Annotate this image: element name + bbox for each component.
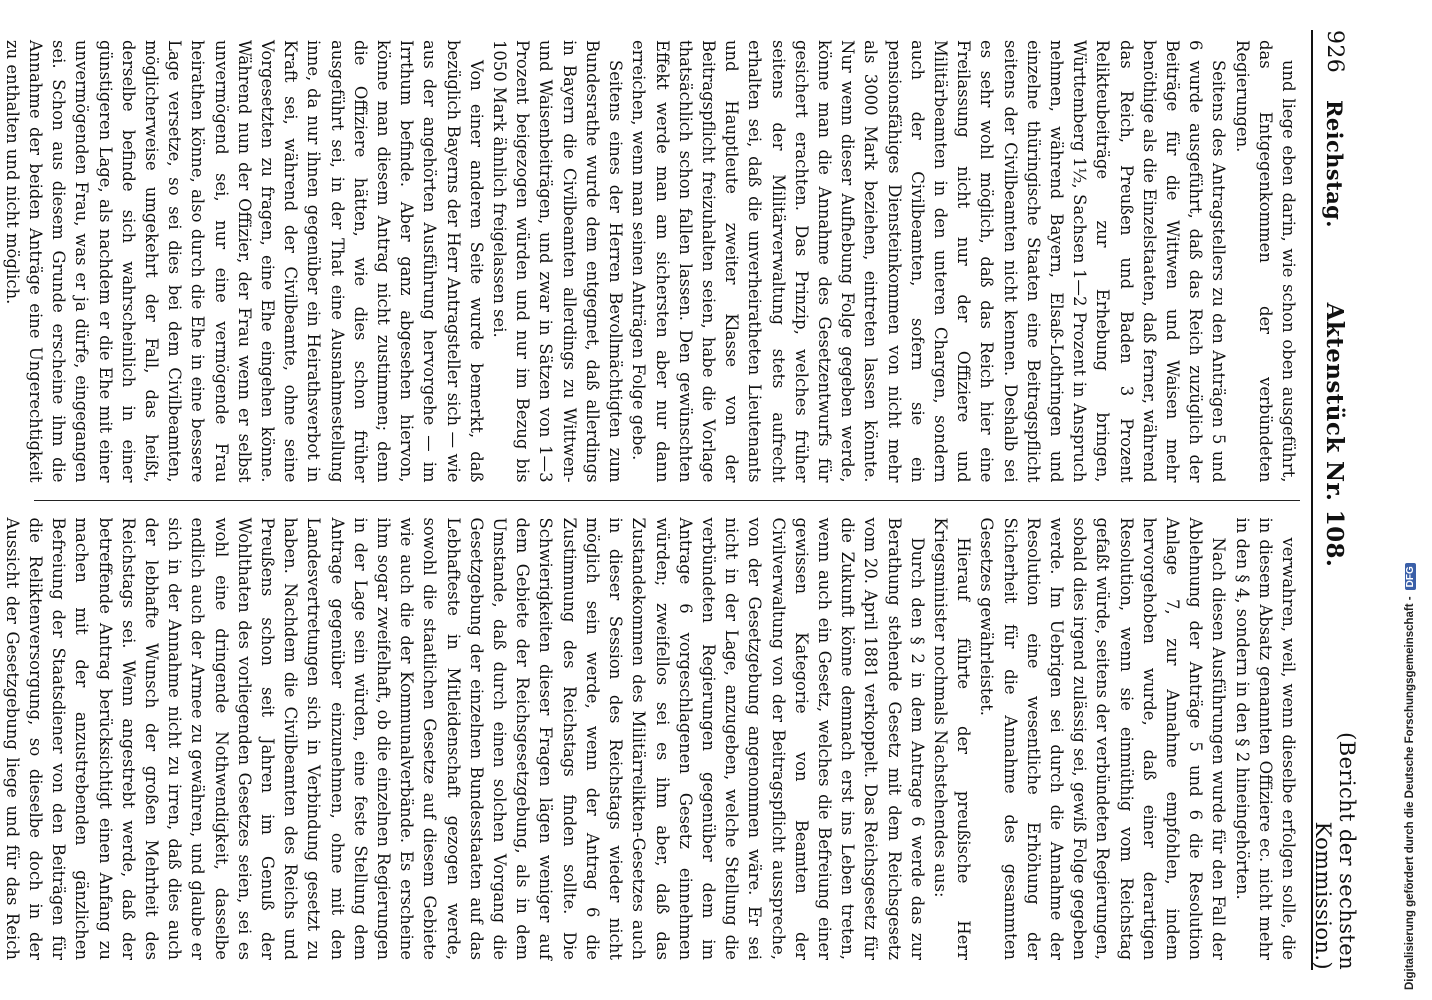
dfg-logo: DFG [1405,563,1416,590]
header-left-title: Reichstag. [1322,100,1348,228]
paragraph: Seitens eines der Herren Bevollmächtigten zum Bundesrathe wurde dem entgegnet, daß allerdings in Bayern die Civilbeamten allerdings zu Wittwen- und Waisenbeiträgen, und zwar in Sätzen von 1—3 Prozent beigezogen würden und nur im Bezug bis 1050 Mark ähnlich freigelassen sei. [490,40,626,483]
running-header [1311,30,1359,970]
header-rule [1311,30,1313,970]
paragraph: Nach diesen Ausführungen wurde für den Fall der Ablehnung der Anträge 5 und 6 die Resolution Anlage 7, zur Annahme empfohlen, indem hervorgehoben wurde, daß einer derartigen Resolution, wenn sie einmüthig vom Reichstag gefaßt würde, seitens der verbündeten Regierungen, sobald dies irgend zulässig sei, gewiß Folge gegeben werde. Im Uebrigen sei durch die Annahme der Resolution eine wesentliche Erhöhung der Sicherheit für die Annahme des gesammten Gesetzes gewährleistet. [977,517,1229,960]
digitization-credit-strip [1392,0,1432,1000]
page-number: 926 [1322,30,1348,74]
paragraph: verwahren, weil, wenn dieselbe erfolgen solle, die in diesem Absatz genannten Offiziere ec. nicht mehr in den § 4, sondern in den § 2 hineingehörten. [1232,517,1298,960]
credit-text: Digitalisierung gefördert durch die Deutsche Forschungsgemeinschaft - [1404,596,1416,990]
right-column [2,517,1300,961]
header-right-title: (Bericht der sechsten Kommission.) [1311,732,1359,970]
paragraph: Durch den § 2 in dem Antrage 6 werde das zur Berathung stehende Gesetz mit dem Reichsgesetz vom 20. April 1881 verkoppelt. Das Reichsgesetz für die Zukunft könne demnach erst ins Leben treten, wenn auch ein Gesetz, welches die Befreiung einer gewissen Kategorie von Beamten der Civilverwaltung von der Beitragspflicht ausspreche, von der Gesetzgebung angenommen wäre. Er sei nicht in der Lage, anzugeben, welche Stellung die verbündeten Regierungen gegenüber dem im Antrage 6 vorgeschlagenen Gesetz einnehmen würden; zweifellos sei es ihm aber, daß das Zustandekommen des Militärrelikten-Gesetzes auch in dieser Session des Reichstags wieder nicht möglich sein werde, wenn der Antrag 6 die Zustimmung des Reichstags finden sollte. Die Schwierigkeiten dieser Fragen lägen weniger auf dem Gebiete der Reichsgesetzgebung, als in dem Umstande, daß durch einen solchen Vorgang die Gesetzgebung der einzelnen Bundesstaaten auf das Lebhafteste in Mitleidenschaft gezogen werde, sowohl die staatlichen Gesetze auf diesem Gebiete wie auch die der Kommunalverbände. Es erscheine ihm sogar zweifelhaft, ob die einzelnen Regierungen in der Lage sein würden, eine feste Stellung dem Antrage gegenüber einzunehmen, ohne mit den Landesvertretungen sich in Verbindung gesetzt zu haben. Nachdem die Civilbeamten des Reichs und Preußens schon seit Jahren im Genuß der Wohlthaten des vorliegenden Gesetzes seien, sei es wohl eine dringende Nothwendigkeit, dasselbe endlich auch der Armee zu gewähren, und glaube er sich in der Annahme nicht zu irren, daß dies auch der lebhafte Wunsch der großen Mehrheit des Reichstags sei. Wenn angestrebt werde, daß der betreffende Antrag berücksichtigt einen Anfang zu machen mit der anzustrebenden gänzlichen Befreiung der Staatsdiener von den Beiträgen für die Reliktenversorgung, so dieselbe doch in der Aussicht der Gesetzgebung liege und für das Reich [2,517,927,960]
paragraph: Hierauf führte der preußische Herr Kriegsminister nochmals Nachstehendes aus: [930,517,974,960]
left-column [2,40,1300,483]
document-number: Aktenstück Nr. 108. [1321,302,1349,568]
paragraph [0,40,1,483]
paragraph: und liege eben darin, wie schon oben ausgeführt, das Entgegenkommen der verbündeten Regierungen. [1232,40,1298,483]
digitization-credit [1404,10,1416,990]
paragraph: Seitens des Antragstellers zu den Anträgen 5 und 6 wurde ausgeführt, daß das Reich zuzüglich der Beiträge für die Wittwen und Waisen mehr benöthige als die Einzelstaaten, daß ferner, während das Reich, Preußen und Baden 3 Prozent Relikteubeiträge zur Erhebung bringen, Württemberg 1½, Sachsen 1—2 Prozent in Anspruch nehmen, während Bayern, Elsaß-Lothringen und einzelne thüringische Staaten eine Beitragspflicht seitens der Civilbeamten nicht kennen. Deshalb sei es sehr wohl möglich, daß das Reich hier eine Freilassung nicht nur der Offiziere und Militärbeamten in den unteren Chargen, sondern auch der Civilbeamten, sofern sie ein pensionsfähiges Diensteinkommen von nicht mehr als 3000 Mark beziehen, eintreten lassen könnte. Nur wenn dieser Aufhebung Folge gegeben werde, könne man die Annahme des Gesetzentwurfs für gesichert erachten. Das Prinzip, welches früher seitens der Militärverwaltung stets aufrecht erhalten sei, daß die unverheiratheten Lieutenants und Hauptleute zweiter Klasse von der Beitragspflicht freizuhalten seien, habe die Vorlage thatsächlich schon fallen lassen. Den gewünschten Effekt werde man am sichersten aber nur dann erreichen, wenn man seinen Anträgen Folge gebe. [629,40,1229,483]
column-divider [34,500,1300,501]
text-columns [2,40,1300,960]
paragraph: Von einer anderen Seite wurde bemerkt, daß bezüglich Bayerns der Herr Antragsteller sich — wie aus der angehörten Ausführung hervorgehe — im Irrthum befinde. Aber ganz abgesehen hiervon, könne man diesem Antrag nicht zustimmen; denn die Offiziere hätten, wie dies schon früher ausgeführt sei, in der That eine Ausnahmestellung inne, da nur ihnen gegenüber ein Heirathsverbot in Kraft sei, während der Civilbeamte, ohne seine Vorgesetzten zu fragen, eine Ehe eingehen könne. Während nun der Offizier, der Frau wenn er selbst unvermögend sei, nur eine vermögende Frau heirathen könne, also durch die Ehe in eine bessere Lage versetze, so sei dies bei dem Civilbeamten, möglicherweise umgekehrt der Fall, das heißt, derselbe befinde sich wahrscheinlich in einer günstigeren Lage, als nachdem er die Ehe mit einer unvermögenden Frau, was er ja dürfe, eingegangen sei. Schon aus diesem Grunde erscheine ihm die Annahme der beiden Anträge eine Ungerechtigkeit zu enthalten und nicht möglich. [2,40,486,483]
